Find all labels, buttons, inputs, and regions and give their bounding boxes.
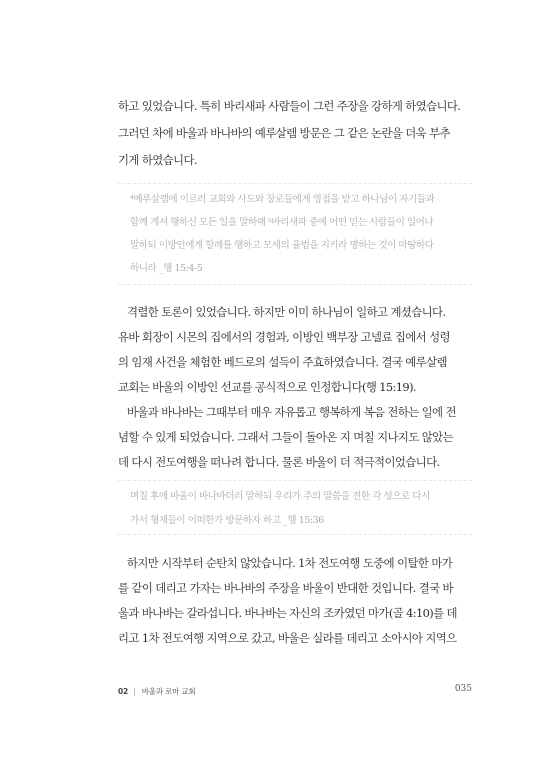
- text-line: 기게 하였습니다.: [118, 153, 197, 167]
- quote-line: 하니라 _행 15:4-5: [130, 263, 203, 274]
- text-line: 를 같이 데리고 가자는 바나바의 주장을 바울이 반대한 것입니다. 결국 바: [118, 581, 453, 595]
- text-line: 교회는 바울의 이방인 선교를 공식적으로 인정합니다(행 15:19).: [118, 380, 416, 394]
- text-line: 유바 회장이 시몬의 집에서의 경험과, 이방인 백부장 고넬료 집에서 성령: [118, 330, 450, 344]
- text-line: 그러던 차에 바울과 바나바의 예루살렘 방문은 그 같은 논란을 더욱 부추: [118, 126, 450, 140]
- quote-line: 며칠 후에 바울이 바나바더러 말하되 우리가 주의 말씀을 전한 각 성으로 다시: [130, 491, 430, 502]
- running-footer: [118, 686, 195, 697]
- text-line: 울과 바나바는 갈라섭니다. 바나바는 자신의 조카였던 마가(골 4:10)를 데: [118, 606, 457, 620]
- text-line: 념할 수 있게 되었습니다. 그래서 그들이 돌아온 지 며칠 지나지도 않았는: [118, 430, 453, 444]
- text-line: 리고 1차 전도여행 지역으로 갔고, 바울은 실라를 데리고 소아시아 지역으: [118, 631, 457, 645]
- chapter-title: 바울과 로마 교회: [141, 687, 196, 696]
- quote-divider-top: [118, 480, 472, 481]
- text-line: 하고 있었습니다. 특히 바리새파 사람들이 그런 주장을 강하게 하였습니다.: [118, 99, 461, 113]
- quote-line: 함께 계셔 행하신 모든 일을 말하매 ⁵바리새파 중에 어떤 믿는 사람들이 일어나: [130, 217, 434, 228]
- text-line: 바울과 바나바는 그때부터 매우 자유롭고 행복하게 복음 전하는 일에 전: [127, 405, 456, 419]
- chapter-number: 02: [118, 687, 129, 696]
- quote-line: 말하되 이방인에게 할례를 행하고 모세의 율법을 지키라 명하는 것이 마땅하다: [130, 240, 434, 251]
- quote-line: 가서 형제들이 어떠한가 방문하자 하고 _행 15:36: [130, 515, 324, 526]
- page-number: 035: [454, 684, 472, 694]
- quote-divider-top: [118, 183, 472, 184]
- footer-separator: |: [133, 687, 136, 696]
- quote-divider-bottom: [118, 284, 472, 285]
- quote-divider-bottom: [118, 534, 472, 535]
- text-line: 하지만 시작부터 순탄치 않았습니다. 1차 전도여행 도중에 이탈한 마가: [127, 556, 453, 570]
- quote-line: ⁴예루살렘에 이르러 교회와 사도와 장로들에게 영접을 받고 하나님이 자기들과: [130, 194, 435, 205]
- text-line: 데 다시 전도여행을 떠나려 합니다. 물론 바울이 더 적극적이었습니다.: [118, 455, 440, 469]
- text-line: 격렬한 토론이 있었습니다. 하지만 이미 하나님이 일하고 계셨습니다.: [127, 305, 446, 319]
- text-line: 의 임재 사건을 체험한 베드로의 설득이 주효하였습니다. 결국 예루살렘: [118, 355, 447, 369]
